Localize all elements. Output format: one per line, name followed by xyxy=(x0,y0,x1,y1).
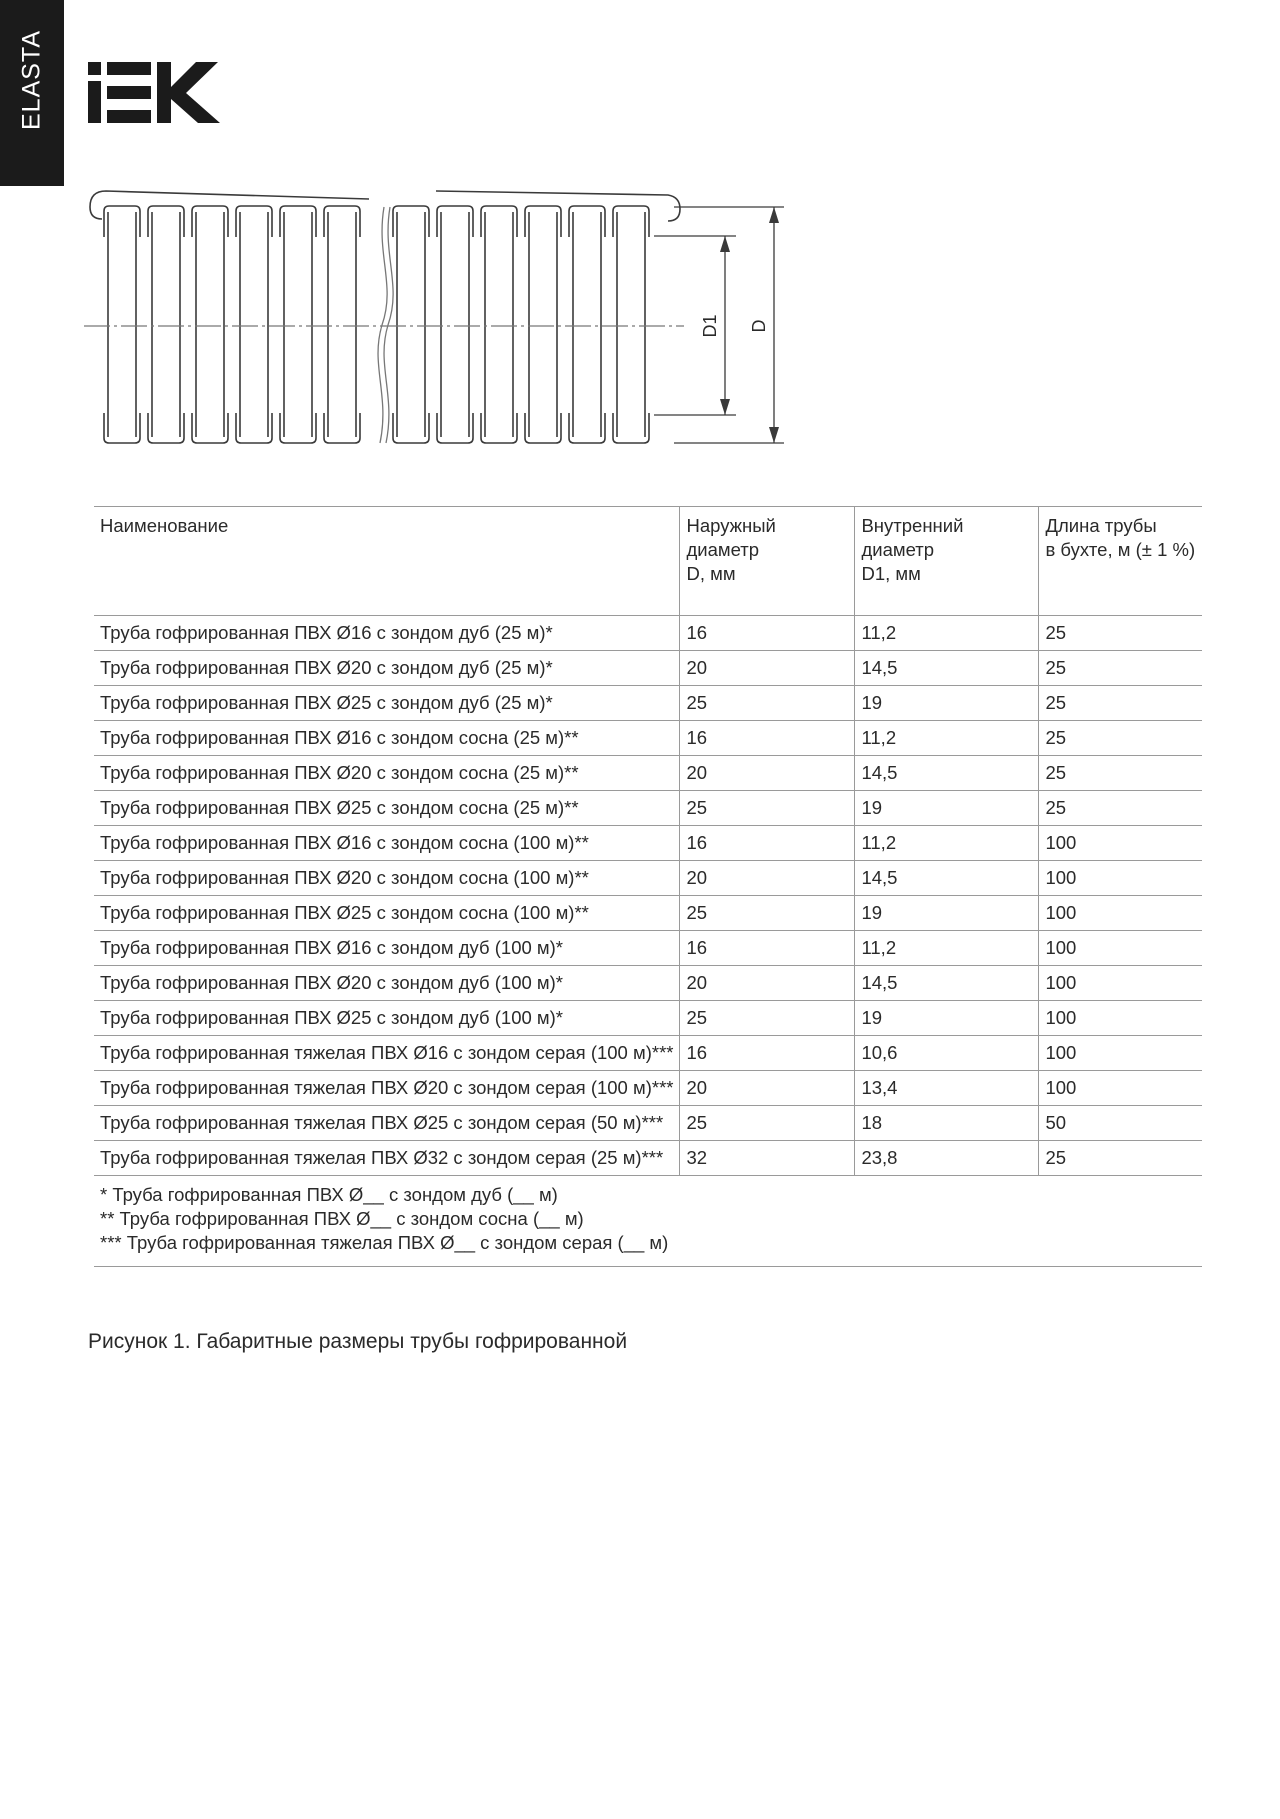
table-row xyxy=(94,686,1202,721)
cell-length: 100 xyxy=(1039,896,1202,931)
spec-table xyxy=(94,506,1202,1267)
cell-outer-diameter: 16 xyxy=(680,721,855,756)
header-length: Длина трубы в бухте, м (± 1 %) xyxy=(1039,507,1202,616)
cell-inner-diameter: 23,8 xyxy=(855,1141,1039,1176)
dimension-lines xyxy=(84,207,784,443)
table-row xyxy=(94,1141,1202,1176)
cell-inner-diameter: 14,5 xyxy=(855,966,1039,1001)
cell-inner-diameter: 19 xyxy=(855,1001,1039,1036)
footnote-oak: * Труба гофрированная ПВХ Ø__ с зондом дуб (__ м) xyxy=(100,1184,558,1205)
cell-inner-diameter: 14,5 xyxy=(855,651,1039,686)
cell-length: 100 xyxy=(1039,1036,1202,1071)
cell-name: Труба гофрированная ПВХ Ø16 с зондом дуб (25 м)* xyxy=(94,616,680,651)
footnotes xyxy=(94,1176,1202,1267)
cell-outer-diameter: 20 xyxy=(680,861,855,896)
table-row xyxy=(94,1036,1202,1071)
cell-name: Труба гофрированная ПВХ Ø20 с зондом сосна (100 м)** xyxy=(94,861,680,896)
table-row xyxy=(94,791,1202,826)
cell-inner-diameter: 11,2 xyxy=(855,931,1039,966)
cell-outer-diameter: 25 xyxy=(680,791,855,826)
cell-outer-diameter: 16 xyxy=(680,616,855,651)
table-row xyxy=(94,896,1202,931)
dimension-label-d: D xyxy=(749,319,769,333)
cell-inner-diameter: 19 xyxy=(855,791,1039,826)
cell-length: 25 xyxy=(1039,756,1202,791)
table-row xyxy=(94,1106,1202,1141)
cell-inner-diameter: 11,2 xyxy=(855,721,1039,756)
cell-outer-diameter: 25 xyxy=(680,896,855,931)
table-row xyxy=(94,616,1202,651)
header-inner-diameter: Внутренний диаметр D1, мм xyxy=(855,507,1039,616)
cell-name: Труба гофрированная ПВХ Ø20 с зондом сосна (25 м)** xyxy=(94,756,680,791)
cell-outer-diameter: 25 xyxy=(680,1001,855,1036)
cell-outer-diameter: 25 xyxy=(680,686,855,721)
cell-outer-diameter: 16 xyxy=(680,931,855,966)
cell-inner-diameter: 14,5 xyxy=(855,861,1039,896)
cell-name: Труба гофрированная тяжелая ПВХ Ø16 с зондом серая (100 м)*** xyxy=(94,1036,680,1071)
table-row xyxy=(94,826,1202,861)
cell-length: 100 xyxy=(1039,861,1202,896)
cell-name: Труба гофрированная тяжелая ПВХ Ø25 с зондом серая (50 м)*** xyxy=(94,1106,680,1141)
cell-name: Труба гофрированная тяжелая ПВХ Ø20 с зондом серая (100 м)*** xyxy=(94,1071,680,1106)
cell-inner-diameter: 19 xyxy=(855,896,1039,931)
cell-outer-diameter: 20 xyxy=(680,651,855,686)
cell-name: Труба гофрированная ПВХ Ø16 с зондом дуб (100 м)* xyxy=(94,931,680,966)
cell-length: 100 xyxy=(1039,1071,1202,1106)
header-name: Наименование xyxy=(94,507,680,616)
cell-length: 100 xyxy=(1039,826,1202,861)
cell-length: 25 xyxy=(1039,686,1202,721)
cell-name: Труба гофрированная ПВХ Ø16 с зондом сосна (25 м)** xyxy=(94,721,680,756)
series-label: ELASTA xyxy=(17,29,46,131)
cell-outer-diameter: 25 xyxy=(680,1106,855,1141)
cell-name: Труба гофрированная ПВХ Ø25 с зондом сосна (100 м)** xyxy=(94,896,680,931)
cell-outer-diameter: 16 xyxy=(680,1036,855,1071)
table-row xyxy=(94,1001,1202,1036)
header-outer-diameter: Наружный диаметр D, мм xyxy=(680,507,855,616)
cell-inner-diameter: 14,5 xyxy=(855,756,1039,791)
table-row xyxy=(94,1071,1202,1106)
cell-length: 25 xyxy=(1039,1141,1202,1176)
cell-length: 50 xyxy=(1039,1106,1202,1141)
cell-length: 25 xyxy=(1039,616,1202,651)
footnote-grey: *** Труба гофрированная тяжелая ПВХ Ø__ с зондом серая (__ м) xyxy=(100,1232,669,1253)
cell-name: Труба гофрированная тяжелая ПВХ Ø32 с зондом серая (25 м)*** xyxy=(94,1141,680,1176)
cell-name: Труба гофрированная ПВХ Ø20 с зондом дуб (100 м)* xyxy=(94,966,680,1001)
cell-outer-diameter: 32 xyxy=(680,1141,855,1176)
table-row xyxy=(94,651,1202,686)
cell-name: Труба гофрированная ПВХ Ø16 с зондом сосна (100 м)** xyxy=(94,826,680,861)
figure-caption: Рисунок 1. Габаритные размеры трубы гофрированной xyxy=(88,1330,628,1353)
cell-name: Труба гофрированная ПВХ Ø25 с зондом сосна (25 м)** xyxy=(94,791,680,826)
corrugated-pipe-drawing xyxy=(84,185,794,455)
cell-length: 25 xyxy=(1039,721,1202,756)
cell-outer-diameter: 20 xyxy=(680,966,855,1001)
cell-inner-diameter: 13,4 xyxy=(855,1071,1039,1106)
cell-inner-diameter: 19 xyxy=(855,686,1039,721)
cell-inner-diameter: 11,2 xyxy=(855,826,1039,861)
cell-inner-diameter: 10,6 xyxy=(855,1036,1039,1071)
footnote-pine: ** Труба гофрированная ПВХ Ø__ с зондом сосна (__ м) xyxy=(100,1208,584,1229)
cell-length: 100 xyxy=(1039,931,1202,966)
table-row xyxy=(94,721,1202,756)
cell-outer-diameter: 20 xyxy=(680,756,855,791)
dimension-label-d1: D1 xyxy=(700,314,720,338)
table-row xyxy=(94,756,1202,791)
cell-length: 25 xyxy=(1039,651,1202,686)
cell-length: 25 xyxy=(1039,791,1202,826)
cell-inner-diameter: 11,2 xyxy=(855,616,1039,651)
table-row xyxy=(94,966,1202,1001)
cell-name: Труба гофрированная ПВХ Ø20 с зондом дуб (25 м)* xyxy=(94,651,680,686)
iek-logo xyxy=(88,62,224,126)
table-header-row xyxy=(94,507,1202,616)
table-row xyxy=(94,861,1202,896)
series-tab xyxy=(0,0,64,186)
cell-length: 100 xyxy=(1039,966,1202,1001)
cell-outer-diameter: 20 xyxy=(680,1071,855,1106)
pipe-graphic xyxy=(90,191,680,443)
cell-outer-diameter: 16 xyxy=(680,826,855,861)
table-row xyxy=(94,931,1202,966)
footnotes-row xyxy=(94,1176,1202,1267)
cell-name: Труба гофрированная ПВХ Ø25 с зондом дуб (25 м)* xyxy=(94,686,680,721)
cell-length: 100 xyxy=(1039,1001,1202,1036)
cell-name: Труба гофрированная ПВХ Ø25 с зондом дуб (100 м)* xyxy=(94,1001,680,1036)
cell-inner-diameter: 18 xyxy=(855,1106,1039,1141)
